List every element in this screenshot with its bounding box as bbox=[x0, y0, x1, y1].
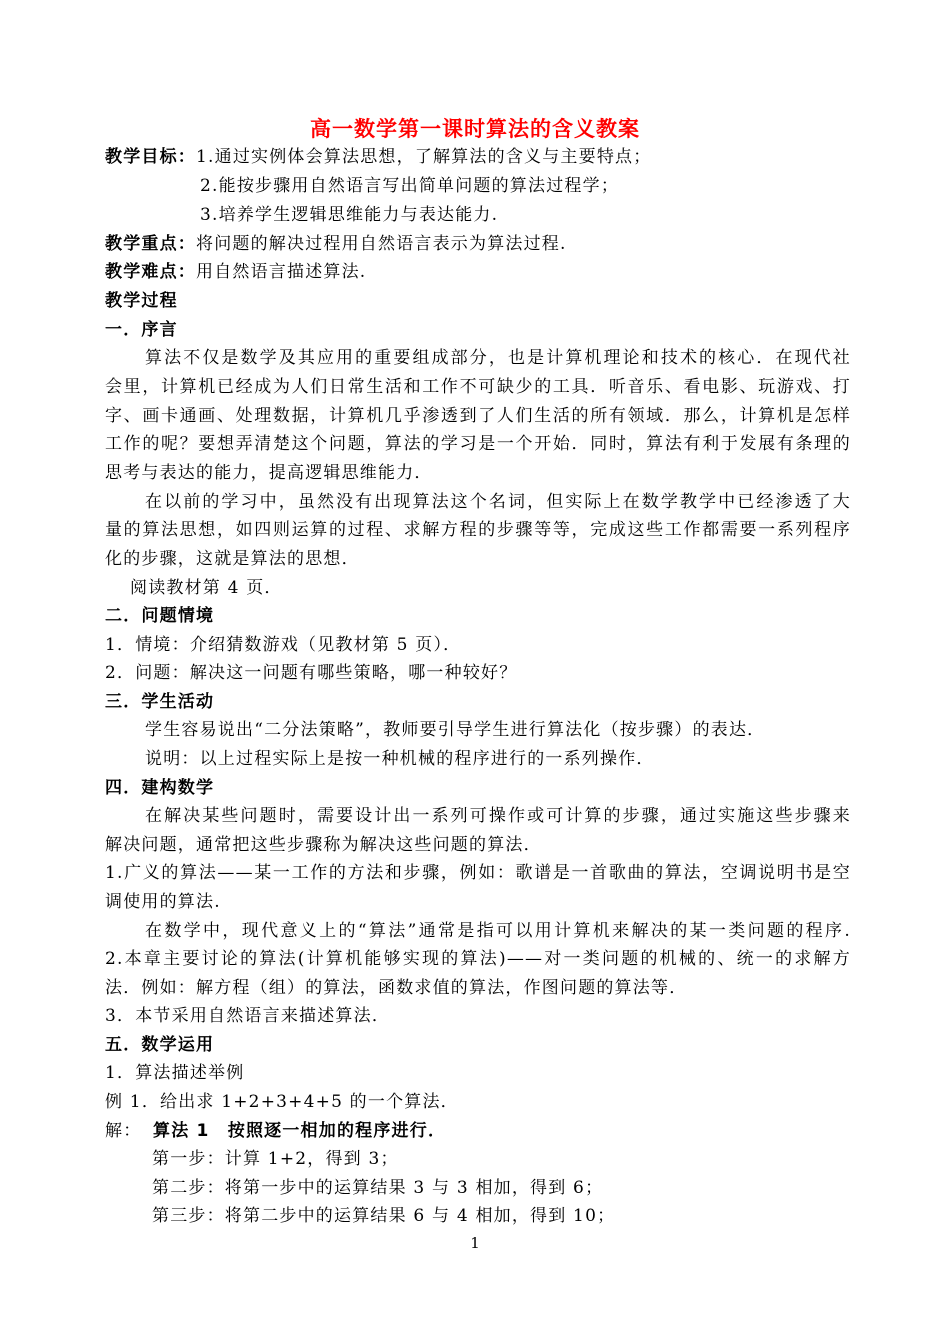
paragraph-line: 2．问题：解决这一问题有哪些策略，哪一种较好？ bbox=[105, 663, 518, 683]
section-heading: 二．问题情境 bbox=[105, 606, 215, 626]
paragraph-line: 1.广义的算法——某一工作的方法和步骤，例如：歌谱是一首歌曲的算法，空调说明书是空 bbox=[105, 863, 851, 883]
objective-item: 3.培养学生逻辑思维能力与表达能力. bbox=[200, 205, 499, 225]
paragraph-line: 学生容易说出“二分法策略”，教师要引导学生进行算法化（按步骤）的表达． bbox=[145, 720, 766, 740]
paragraph-line: 3．本节采用自然语言来描述算法． bbox=[105, 1006, 391, 1026]
solution-label: 解： bbox=[105, 1121, 142, 1141]
algorithm-step: 第二步：将第一步中的运算结果 3 与 3 相加，得到 6； bbox=[152, 1178, 604, 1198]
difficulty-row bbox=[105, 262, 853, 282]
objective-item: 1.通过实例体会算法思想，了解算法的含义与主要特点； bbox=[196, 147, 652, 167]
objectives-label: 教学目标： bbox=[105, 147, 196, 167]
paragraph-line: 在解决某些问题时，需要设计出一系列可操作或可计算的步骤，通过实施这些步骤来 bbox=[145, 806, 851, 826]
page-title: 高一数学第一课时算法的含义教案 bbox=[310, 117, 640, 141]
paragraph-line: 化的步骤，这就是算法的思想． bbox=[105, 549, 360, 569]
algorithm-step: 第三步：将第二步中的运算结果 6 与 4 相加，得到 10； bbox=[152, 1206, 616, 1226]
difficulty-label: 教学难点： bbox=[105, 262, 196, 282]
paragraph-line: 说明：以上过程实际上是按一种机械的程序进行的一系列操作． bbox=[145, 749, 655, 769]
paragraph-line: 算法不仅是数学及其应用的重要组成部分，也是计算机理论和技术的核心．在现代社 bbox=[145, 348, 851, 368]
difficulty-text: 用自然语言描述算法. bbox=[196, 262, 367, 282]
section-heading: 一．序言 bbox=[105, 320, 178, 340]
paragraph-line: 例 1．给出求 1+2+3+4+5 的一个算法． bbox=[105, 1092, 459, 1112]
paragraph-line: 2.本章主要讨论的算法(计算机能够实现的算法)——对一类问题的机械的、统一的求解方 bbox=[105, 949, 851, 969]
paragraph-line: 阅读教材第 4 页． bbox=[130, 578, 283, 598]
objectives-row-1 bbox=[105, 147, 853, 167]
key-point-label: 教学重点： bbox=[105, 234, 196, 254]
process-heading: 教学过程 bbox=[105, 291, 178, 311]
page-number: 1 bbox=[470, 1234, 480, 1252]
paragraph-line: 法．例如：解方程（组）的算法，函数求值的算法，作图问题的算法等． bbox=[105, 978, 688, 998]
section-heading: 四．建构数学 bbox=[105, 778, 215, 798]
paragraph-line: 会里，计算机已经成为人们日常生活和工作不可缺少的工具．听音乐、看电影、玩游戏、打 bbox=[105, 377, 851, 397]
objective-item: 2.能按步骤用自然语言写出简单问题的算法过程学； bbox=[200, 176, 620, 196]
paragraph-line: 解决问题，通常把这些步骤称为解决这些问题的算法． bbox=[105, 835, 542, 855]
paragraph-line: 字、画卡通画、处理数据，计算机几乎渗透到了人们生活的所有领域．那么，计算机是怎样 bbox=[105, 406, 851, 426]
solution-row bbox=[105, 1121, 853, 1141]
paragraph-line: 在以前的学习中，虽然没有出现算法这个名词，但实际上在数学教学中已经渗透了大 bbox=[145, 492, 851, 512]
key-point-row bbox=[105, 234, 853, 254]
paragraph-line: 量的算法思想，如四则运算的过程、求解方程的步骤等等，完成这些工作都需要一系列程序 bbox=[105, 520, 851, 540]
key-point-text: 将问题的解决过程用自然语言表示为算法过程. bbox=[196, 234, 567, 254]
paragraph-line: 1．情境：介绍猜数游戏（见教材第 5 页）． bbox=[105, 635, 462, 655]
section-heading: 三．学生活动 bbox=[105, 692, 215, 712]
paragraph-line: 工作的呢？要想弄清楚这个问题，算法的学习是一个开始．同时，算法有利于发展有条理的 bbox=[105, 434, 851, 454]
algorithm-step: 第一步：计算 1+2，得到 3； bbox=[152, 1149, 399, 1169]
paragraph-line: 1．算法描述举例 bbox=[105, 1063, 245, 1083]
section-heading: 五．数学运用 bbox=[105, 1035, 215, 1055]
paragraph-line: 思考与表达的能力，提高逻辑思维能力． bbox=[105, 463, 433, 483]
paragraph-line: 在数学中，现代意义上的“算法”通常是指可以用计算机来解决的某一类问题的程序. bbox=[145, 921, 851, 941]
paragraph-line: 调使用的算法. bbox=[105, 892, 221, 912]
algorithm-title: 算法 1 按照逐一相加的程序进行． bbox=[153, 1121, 447, 1141]
